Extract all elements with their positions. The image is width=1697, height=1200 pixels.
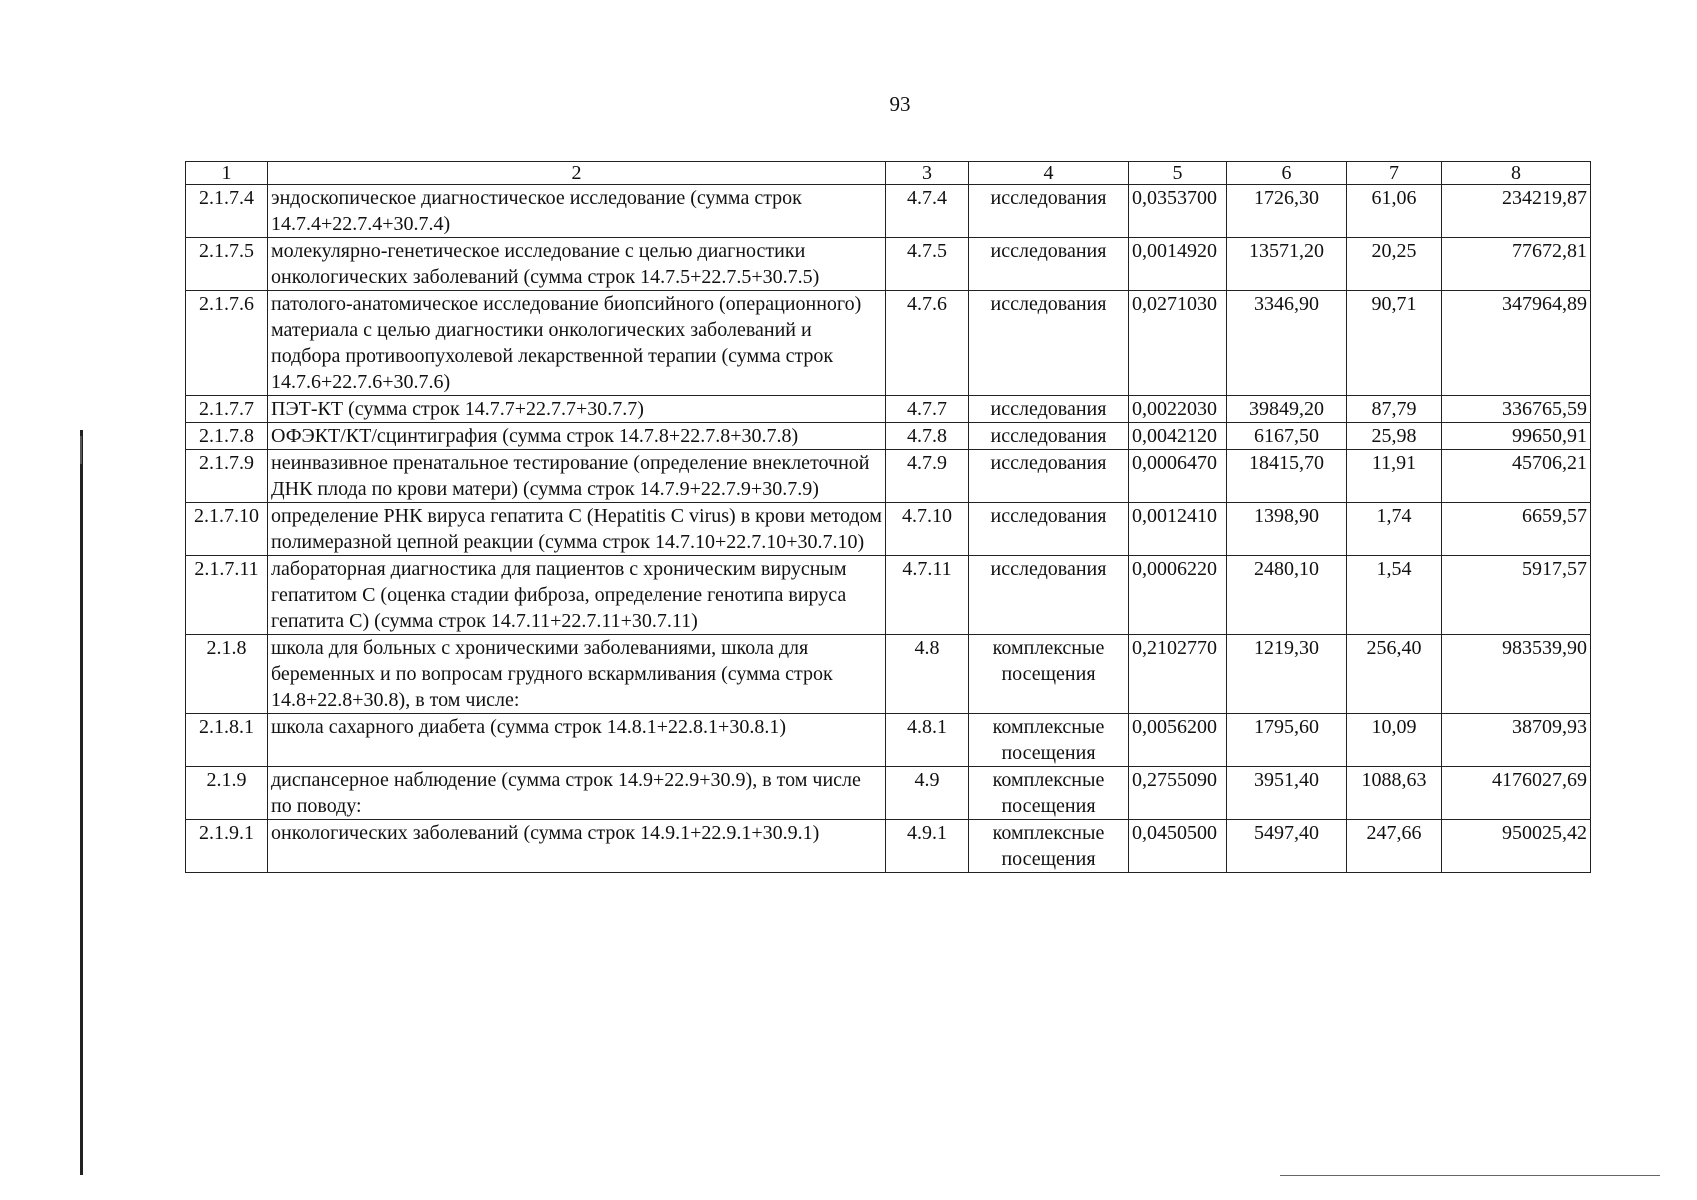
row-number-cell: 2.1.7.8 [186, 423, 268, 450]
row-unit-cell: комплексные посещения [969, 820, 1129, 873]
row-per-capita-cell: 256,40 [1347, 635, 1442, 714]
row-name-cell: ПЭТ-КТ (сумма строк 14.7.7+22.7.7+30.7.7) [268, 396, 886, 423]
row-line-cell: 4.9 [886, 767, 969, 820]
row-name-cell: неинвазивное пренатальное тестирование (определение внеклеточной ДНК плода по крови матери) (сумма строк 14.7.9+22.7.9+30.7.9) [268, 450, 886, 503]
row-unit-cell: комплексные посещения [969, 714, 1129, 767]
table-row [186, 767, 1591, 820]
row-norm-cell: 0,0014920 [1129, 238, 1227, 291]
row-number-cell: 2.1.7.5 [186, 238, 268, 291]
row-name-cell: патолого-анатомическое исследование биопсийного (операционного) материала с целью диагностики онкологических заболеваний и подбора противоопухолевой лекарственной терапии (сумма строк 14.7.6+22.7.6+30.7.6) [268, 291, 886, 396]
row-per-capita-cell: 247,66 [1347, 820, 1442, 873]
row-line-cell: 4.7.11 [886, 556, 969, 635]
row-per-capita-cell: 87,79 [1347, 396, 1442, 423]
table-row [186, 503, 1591, 556]
row-total-cell: 6659,57 [1442, 503, 1591, 556]
row-cost-cell: 2480,10 [1227, 556, 1347, 635]
row-unit-cell: комплексные посещения [969, 635, 1129, 714]
row-total-cell: 950025,42 [1442, 820, 1591, 873]
row-total-cell: 77672,81 [1442, 238, 1591, 291]
row-unit-cell: исследования [969, 291, 1129, 396]
row-unit-cell: исследования [969, 396, 1129, 423]
row-cost-cell: 13571,20 [1227, 238, 1347, 291]
row-name-cell: определение РНК вируса гепатита С (Hepatitis C virus) в крови методом полимеразной цепной реакции (сумма строк 14.7.10+22.7.10+30.7.10) [268, 503, 886, 556]
row-cost-cell: 1795,60 [1227, 714, 1347, 767]
row-total-cell: 347964,89 [1442, 291, 1591, 396]
row-number-cell: 2.1.9.1 [186, 820, 268, 873]
row-norm-cell: 0,2102770 [1129, 635, 1227, 714]
column-header: 6 [1227, 162, 1347, 185]
row-total-cell: 99650,91 [1442, 423, 1591, 450]
row-total-cell: 38709,93 [1442, 714, 1591, 767]
row-unit-cell: исследования [969, 450, 1129, 503]
row-number-cell: 2.1.7.6 [186, 291, 268, 396]
row-total-cell: 983539,90 [1442, 635, 1591, 714]
row-line-cell: 4.7.4 [886, 185, 969, 238]
row-norm-cell: 0,2755090 [1129, 767, 1227, 820]
row-norm-cell: 0,0006470 [1129, 450, 1227, 503]
table-row [186, 423, 1591, 450]
row-per-capita-cell: 1,54 [1347, 556, 1442, 635]
row-name-cell: школа сахарного диабета (сумма строк 14.8.1+22.8.1+30.8.1) [268, 714, 886, 767]
scan-edge-line [80, 430, 83, 1175]
row-per-capita-cell: 10,09 [1347, 714, 1442, 767]
row-line-cell: 4.9.1 [886, 820, 969, 873]
row-name-cell: школа для больных с хроническими заболеваниями, школа для беременных и по вопросам грудного вскармливания (сумма строк 14.8+22.8+30.8), в том числе: [268, 635, 886, 714]
row-number-cell: 2.1.9 [186, 767, 268, 820]
row-norm-cell: 0,0042120 [1129, 423, 1227, 450]
column-header: 4 [969, 162, 1129, 185]
row-cost-cell: 39849,20 [1227, 396, 1347, 423]
row-per-capita-cell: 11,91 [1347, 450, 1442, 503]
row-unit-cell: исследования [969, 185, 1129, 238]
row-norm-cell: 0,0006220 [1129, 556, 1227, 635]
row-number-cell: 2.1.7.9 [186, 450, 268, 503]
row-cost-cell: 1398,90 [1227, 503, 1347, 556]
row-name-cell: ОФЭКТ/КТ/сцинтиграфия (сумма строк 14.7.8+22.7.8+30.7.8) [268, 423, 886, 450]
row-total-cell: 234219,87 [1442, 185, 1591, 238]
row-unit-cell: исследования [969, 238, 1129, 291]
column-header: 1 [186, 162, 268, 185]
row-name-cell: молекулярно-генетическое исследование с целью диагностики онкологических заболеваний (сумма строк 14.7.5+22.7.5+30.7.5) [268, 238, 886, 291]
row-total-cell: 336765,59 [1442, 396, 1591, 423]
row-norm-cell: 0,0022030 [1129, 396, 1227, 423]
row-total-cell: 5917,57 [1442, 556, 1591, 635]
row-per-capita-cell: 20,25 [1347, 238, 1442, 291]
column-header: 5 [1129, 162, 1227, 185]
row-name-cell: эндоскопическое диагностическое исследование (сумма строк 14.7.4+22.7.4+30.7.4) [268, 185, 886, 238]
row-per-capita-cell: 1088,63 [1347, 767, 1442, 820]
table-row [186, 238, 1591, 291]
row-per-capita-cell: 25,98 [1347, 423, 1442, 450]
table-row [186, 291, 1591, 396]
row-per-capita-cell: 90,71 [1347, 291, 1442, 396]
row-line-cell: 4.7.8 [886, 423, 969, 450]
row-name-cell: онкологических заболеваний (сумма строк 14.9.1+22.9.1+30.9.1) [268, 820, 886, 873]
row-unit-cell: комплексные посещения [969, 767, 1129, 820]
row-line-cell: 4.7.10 [886, 503, 969, 556]
row-line-cell: 4.8.1 [886, 714, 969, 767]
row-number-cell: 2.1.7.10 [186, 503, 268, 556]
row-unit-cell: исследования [969, 503, 1129, 556]
row-total-cell: 45706,21 [1442, 450, 1591, 503]
table-row [186, 450, 1591, 503]
row-norm-cell: 0,0056200 [1129, 714, 1227, 767]
row-number-cell: 2.1.7.4 [186, 185, 268, 238]
column-header: 2 [268, 162, 886, 185]
row-number-cell: 2.1.7.7 [186, 396, 268, 423]
row-line-cell: 4.7.6 [886, 291, 969, 396]
page-number: 93 [889, 92, 911, 116]
row-per-capita-cell: 1,74 [1347, 503, 1442, 556]
row-cost-cell: 3951,40 [1227, 767, 1347, 820]
table-row [186, 185, 1591, 238]
column-header: 8 [1442, 162, 1591, 185]
row-per-capita-cell: 61,06 [1347, 185, 1442, 238]
column-header: 3 [886, 162, 969, 185]
table-row [186, 635, 1591, 714]
row-total-cell: 4176027,69 [1442, 767, 1591, 820]
scan-mark [80, 436, 82, 464]
row-cost-cell: 18415,70 [1227, 450, 1347, 503]
row-cost-cell: 1726,30 [1227, 185, 1347, 238]
scan-bottom-line [1280, 1175, 1660, 1176]
row-name-cell: лабораторная диагностика для пациентов с хроническим вирусным гепатитом С (оценка стадии фиброза, определение генотипа вируса гепатита С) (сумма строк 14.7.11+22.7.11+30.7.11) [268, 556, 886, 635]
row-cost-cell: 1219,30 [1227, 635, 1347, 714]
column-header: 7 [1347, 162, 1442, 185]
table-row [186, 820, 1591, 873]
row-number-cell: 2.1.8 [186, 635, 268, 714]
row-name-cell: диспансерное наблюдение (сумма строк 14.9+22.9+30.9), в том числе по поводу: [268, 767, 886, 820]
table-row [186, 396, 1591, 423]
row-number-cell: 2.1.8.1 [186, 714, 268, 767]
data-table [185, 161, 1591, 873]
table-row [186, 556, 1591, 635]
row-cost-cell: 5497,40 [1227, 820, 1347, 873]
row-line-cell: 4.7.5 [886, 238, 969, 291]
row-unit-cell: исследования [969, 556, 1129, 635]
row-unit-cell: исследования [969, 423, 1129, 450]
row-norm-cell: 0,0012410 [1129, 503, 1227, 556]
row-cost-cell: 3346,90 [1227, 291, 1347, 396]
row-line-cell: 4.7.7 [886, 396, 969, 423]
row-line-cell: 4.7.9 [886, 450, 969, 503]
row-norm-cell: 0,0271030 [1129, 291, 1227, 396]
row-norm-cell: 0,0353700 [1129, 185, 1227, 238]
row-number-cell: 2.1.7.11 [186, 556, 268, 635]
table-header-row [186, 162, 1591, 185]
table-row [186, 714, 1591, 767]
row-norm-cell: 0,0450500 [1129, 820, 1227, 873]
row-cost-cell: 6167,50 [1227, 423, 1347, 450]
row-line-cell: 4.8 [886, 635, 969, 714]
